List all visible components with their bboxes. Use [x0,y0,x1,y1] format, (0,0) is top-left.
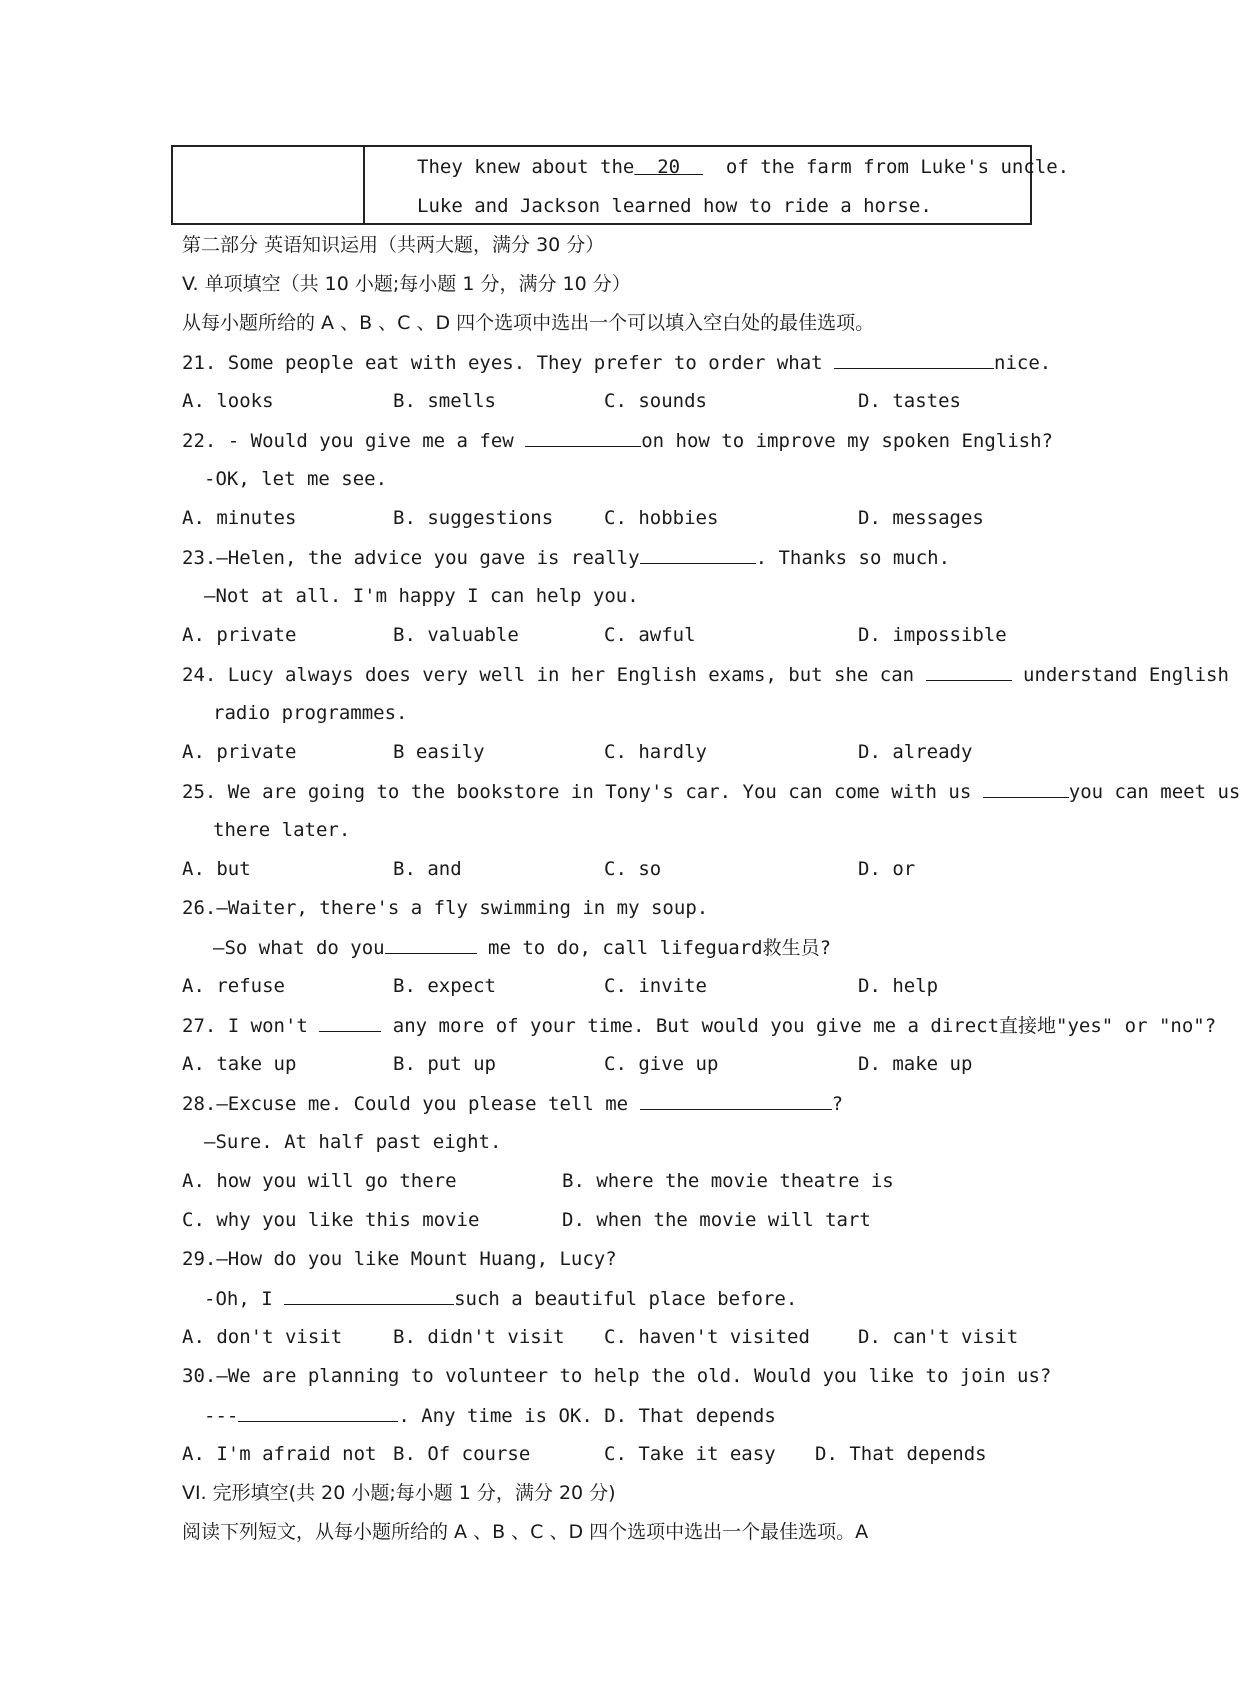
question-30-reply: --- . Any time is OK. D. That depends [204,1405,776,1427]
option-d: D. That depends [815,1443,987,1465]
answer-blank [834,350,994,369]
option-d: D. when the movie will tart [562,1209,871,1231]
question-25-cont: there later. [213,819,351,841]
option-a: A. but [182,858,251,880]
question-23-reply: —Not at all. I'm happy I can help you. [204,585,639,607]
question-26-reply: —So what do you me to do, call lifeguard救生员? [213,937,832,959]
answer-blank [926,662,1012,681]
question-25: 25. We are going to the bookstore in Tony's car. You can come with us you can meet us [182,781,1240,803]
option-d: D. help [858,975,939,997]
question-22: 22. - Would you give me a few on how to improve my spoken English? [182,430,1053,452]
option-a: A. I'm afraid not [182,1443,377,1465]
option-b: B easily [393,741,485,763]
section-v-instruction: 从每小题所给的 A 、B 、C 、D 四个选项中选出一个可以填入空白处的最佳选项。 [182,312,875,334]
option-a: A. private [182,741,297,763]
question-29: 29.—How do you like Mount Huang, Lucy? [182,1248,617,1270]
option-d: D. already [858,741,973,763]
option-b: B. put up [393,1053,496,1075]
part2-title: 第二部分 英语知识运用（共两大题，满分 30 分） [182,234,605,256]
option-c: C. Take it easy [604,1443,776,1465]
option-d: D. or [858,858,916,880]
answer-blank [640,1091,832,1110]
table-right-cell [364,146,1070,224]
answer-blank [640,545,756,564]
answer-blank [238,1403,398,1422]
option-c: C. so [604,858,662,880]
question-24: 24. Lucy always does very well in her English exams, but she can understand English [182,664,1229,686]
option-c: C. sounds [604,390,707,412]
option-b: B. valuable [393,624,519,646]
answer-blank [319,1013,381,1032]
question-30: 30.—We are planning to volunteer to help the old. Would you like to join us? [182,1365,1052,1387]
option-d: D. impossible [858,624,1007,646]
option-d: D. messages [858,507,984,529]
option-c: C. awful [604,624,696,646]
option-a: A. looks [182,390,274,412]
option-a: A. don't visit [182,1326,343,1348]
question-28-reply: —Sure. At half past eight. [204,1131,502,1153]
option-b: B. smells [393,390,496,412]
answer-blank [385,935,477,954]
option-a: A. private [182,624,297,646]
question-26: 26.—Waiter, there's a fly swimming in my soup. [182,897,709,919]
table-line-2: Luke and Jackson learned how to ride a horse. [417,195,932,217]
option-b: B. suggestions [393,507,554,529]
option-c: C. invite [604,975,707,997]
question-29-reply: -Oh, I such a beautiful place before. [204,1288,798,1310]
option-d: D. can't visit [858,1326,1019,1348]
question-24-cont: radio programmes. [213,702,408,724]
option-c: C. hobbies [604,507,719,529]
blank-20: 20 [657,156,681,178]
question-27: 27. I won't any more of your time. But would you give me a direct直接地"yes" or "no"? [182,1015,1217,1037]
option-a: A. how you will go there [182,1170,457,1192]
option-a: A. minutes [182,507,297,529]
option-a: A. refuse [182,975,285,997]
option-b: B. didn't visit [393,1326,565,1348]
table-left-cell [172,146,364,224]
question-21: 21. Some people eat with eyes. They prefer to order what nice. [182,352,1052,374]
option-d: D. make up [858,1053,973,1075]
option-b: B. expect [393,975,496,997]
info-table [171,145,1070,225]
question-23: 23.—Helen, the advice you gave is really . Thanks so much. [182,547,951,569]
option-b: B. Of course [393,1443,531,1465]
option-c: C. hardly [604,741,707,763]
option-b: B. where the movie theatre is [562,1170,894,1192]
section-vi-title: VI. 完形填空(共 20 小题;每小题 1 分，满分 20 分) [182,1482,616,1504]
table-line-1: They knew about the 20 of the farm from Luke's uncle. [417,156,1070,178]
answer-blank [284,1286,454,1305]
option-a: A. take up [182,1053,297,1075]
section-vi-instruction: 阅读下列短文，从每小题所给的 A 、B 、C 、D 四个选项中选出一个最佳选项。A [182,1521,869,1543]
option-c: C. haven't visited [604,1326,810,1348]
answer-blank [525,428,641,447]
option-d: D. tastes [858,390,961,412]
question-28: 28.—Excuse me. Could you please tell me ? [182,1093,844,1115]
section-v-title: V. 单项填空（共 10 小题;每小题 1 分，满分 10 分） [182,273,631,295]
question-22-reply: -OK, let me see. [204,468,388,490]
option-b: B. and [393,858,462,880]
option-c: C. give up [604,1053,719,1075]
option-c: C. why you like this movie [182,1209,480,1231]
answer-blank [983,779,1069,798]
